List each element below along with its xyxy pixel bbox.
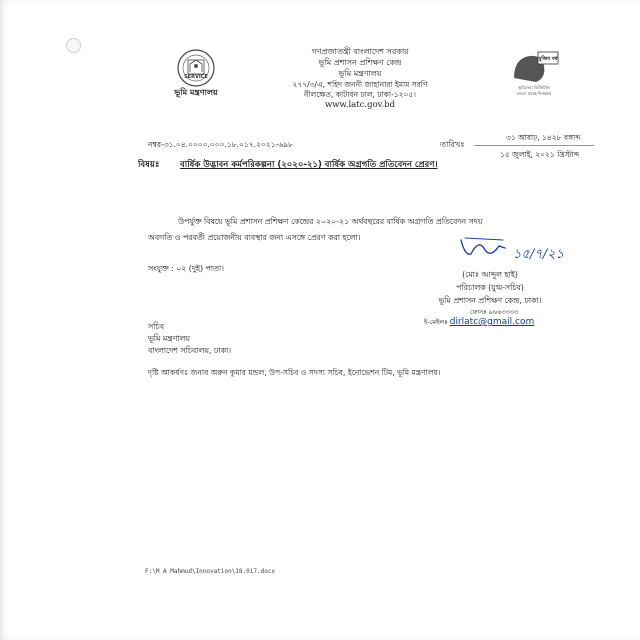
logo-service-text: SERVICE (184, 74, 208, 80)
header-address-2: নীলক্ষেত, কাটাবন ঢাল, ঢাকা-১২০৫। (304, 90, 416, 99)
memo-number (148, 140, 293, 150)
logo-right-caption-1: ভূমিসেবা ডিজিটাল (518, 85, 550, 90)
signatory-name: (মোঃ আব্দুল হাই) (462, 270, 518, 279)
date-divider (474, 145, 594, 146)
ministry-of-land-logo (152, 48, 240, 98)
mujib-borsho-logo (504, 48, 562, 98)
header-organization: ভূমি প্রশাসন প্রশিক্ষণ কেন্দ্র (318, 58, 402, 67)
signatory-phone: ফোনঃ ৯৬৬৩৩৩৩ (470, 308, 519, 316)
subject-text: বার্ষিক উদ্ভাবন কর্মপরিকল্পনা (২০২০-২১) বার্ষিক অগ্রগতি প্রতিবেদন প্রেরণ। (180, 160, 438, 170)
handwritten-signature (455, 232, 575, 272)
memo-number-value: ৩১.০৪.০০০০.০০০.১৮.০১৭.২০২১-৬৯৮ (163, 140, 293, 149)
memo-number-label: নম্বর- (148, 140, 164, 149)
email-link[interactable]: dirlatc@gmail.com (449, 317, 535, 327)
header-ministry: ভূমি মন্ত্রণালয় (338, 69, 382, 78)
attachment-line: সংযুক্ত : ০২ (দুই) পাতা। (148, 264, 224, 273)
recipient-title: সচিব (148, 322, 164, 331)
recipient-address: বাংলাদেশ সচিবালয়, ঢাকা। (148, 346, 232, 355)
recipient-ministry: ভূমি মন্ত্রণালয় (148, 334, 190, 343)
body-line-1: উপর্যুক্ত বিষয়ে ভূমি প্রশাসন প্রশিক্ষণ কেন্দ্রের ২০২০-২১ অর্থবছরের বার্ষিক অগ্রগতি প্রতিবেদন সদয় (178, 217, 483, 226)
subject-label: বিষয়ঃ (138, 160, 160, 170)
body-line-2: অবগতি ও পরবর্তী প্রয়োজনীয় ব্যবস্থার জন্য এসঙ্গে প্রেরণ করা হলো। (148, 233, 361, 242)
signatory-designation: পরিচালক (যুগ্ম-সচিব) (456, 283, 524, 292)
logo-right-caption-2: বদলে যাচ্ছে দিনকাল (516, 91, 552, 96)
header-government: গণপ্রজাতন্ত্রী বাংলাদেশ সরকার (311, 47, 409, 56)
memo-date-label: তারিখঃ (440, 140, 465, 149)
signatory-email-row (424, 316, 534, 328)
memo-date-bangla: ৩১ আষাঢ়, ১৪২৮ বঙ্গাব্দ (506, 133, 581, 142)
footer-filepath: F:\M A Mahmud\Innovation\18.017.docx (145, 568, 276, 575)
punch-hole (66, 38, 81, 53)
signatory-office: ভূমি প্রশাসন প্রশিক্ষণ কেন্দ্র, ঢাকা। (438, 296, 542, 305)
signature-date: ১৫/৭/২১ (513, 247, 564, 262)
logo-left-caption: ভূমি মন্ত্রণালয় (174, 88, 218, 97)
logo-right-title: মুজিব বর্ষ (538, 56, 558, 62)
email-label: ই-মেইলঃ (424, 318, 448, 326)
header-website[interactable]: www.latc.gov.bd (324, 100, 396, 110)
header-address-1: ২৭৭/৩/এ, শহিদ জননী জাহানারা ইমাম সরণি (292, 80, 428, 89)
attention-line: দৃষ্টি আকর্ষণঃ জনাব অরুন কুমার মন্ডল, উপ-সচিব ও সদস্য সচিব, ইনোভেশন টিম, ভূমি মন্ত্রণালয়। (148, 368, 441, 377)
memo-date-english: ১৫ জুলাই, ২০২১ খ্রিস্টাব্দ (500, 150, 580, 159)
